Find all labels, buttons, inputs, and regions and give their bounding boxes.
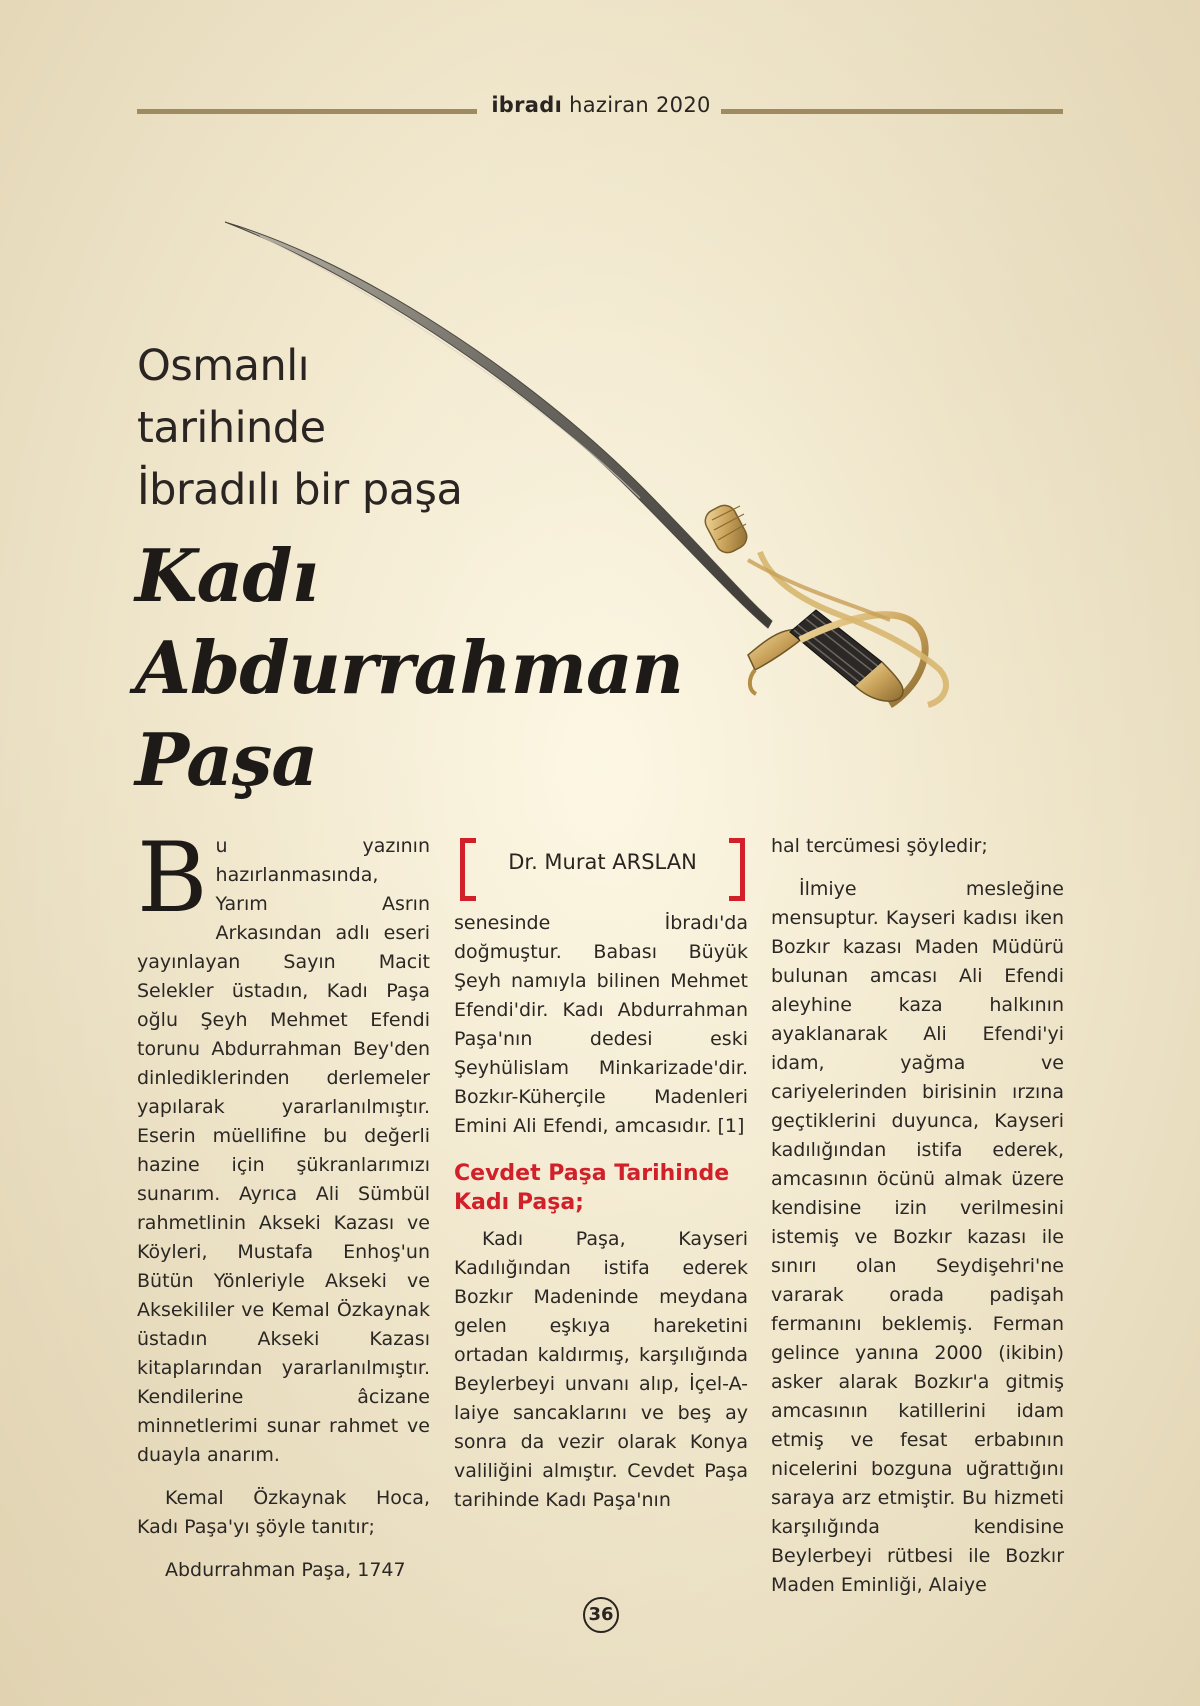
sword-knot <box>701 501 946 705</box>
issue-date: haziran 2020 <box>569 93 711 117</box>
author-byline <box>460 838 745 893</box>
paragraph-ilmiye: İlmiye mesleğine mensuptur. Kayseri kadısı iken Bozkır kazası Maden Müdürü bulunan amcası Ali Efendi aleyhine kaza halkının ayaklanarak Ali Efendi'yi idam, yağma ve cariyelerinden birisinin ırzına geçtiklerini duyunca, Kayseri kadılığından istifa ederek, amcasının öcünü almak üzere kendisine izin verilmesini istemiş ve Bozkır kazası ile sınırı olan Seydişehri'ne vararak orada padişah fermanını beklemiş. Ferman gelince yanına 2000 (ikibin) asker alarak Bozkır'a gitmiş amcasının katillerini idam etmiş ve fesat erbabının nicelerini bozguna uğrattığını saraya arz etmiştir. Bu hizmeti karşılığında kendisine Beylerbeyi rütbesi ile Bozkır Maden Eminliği, Alaiye <box>771 878 1064 1596</box>
bracket-right <box>729 838 745 901</box>
title-line: Abdurrahman <box>135 625 683 710</box>
intro-paragraph <box>137 822 430 1470</box>
title-line: Kadı <box>135 533 318 618</box>
header-label <box>489 93 713 117</box>
page-number: 36 <box>583 1597 619 1633</box>
article-subtitle <box>137 335 462 521</box>
section-heading: Cevdet Paşa Tarihinde Kadı Paşa; <box>454 1161 730 1215</box>
text-column-1 <box>137 822 430 1585</box>
title-line: Paşa <box>135 717 318 802</box>
text-column-2 <box>454 909 748 1515</box>
page-header <box>137 93 1063 123</box>
subtitle-line: tarihinde <box>137 403 326 453</box>
sword-hilt <box>701 501 946 705</box>
paragraph-abdurrahman: Abdurrahman Paşa, 1747 <box>165 1559 406 1581</box>
paragraph-cevdet: Kadı Paşa, Kayseri Kadılığından istifa ederek Bozkır Madeninde meydana gelen eşkıya hareketini ortadan kaldırmış, karşılığında Beylerbeyi unvanı alıp, İçel-A- laiye sancaklarını ve beş ay sonra da vezir olarak Konya valiliğini almıştır. Cevdet Paşa tarihinde Kadı Paşa'nın <box>454 1228 748 1511</box>
text-column-3 <box>771 832 1064 1600</box>
subtitle-line: Osmanlı <box>137 341 310 391</box>
intro-text: u yazının hazırlanmasında, Yarım Asrın Arkasından adlı eseri yayınlayan Sayın Macit Selekler üstadın, Kadı Paşa oğlu Şeyh Mehmet Efendi torunu Abdurrahman Bey'den dinlediklerinden derlemeler yapılarak yararlanılmıştır. Eserin müellifine bu değerli hazine için şükranlarımızı sunarım. Ayrıca Ali Sümbül rahmetlinin Akseki Kazası ve Köyleri, Mustafa Enhoş'un Bütün Yönleriyle Akseki ve Aksekililer ve Kemal Özkaynak üstadın Akseki Kazası kitaplarından yararlanılmıştır. Kendilerine âcizane minnetlerimi sunar rahmet ve duayla anarım. <box>137 835 430 1466</box>
drop-cap: B <box>137 822 208 934</box>
author-name: Dr. Murat ARSLAN <box>508 850 697 874</box>
header-rule-right <box>721 109 1063 114</box>
magazine-name: ibradı <box>491 93 563 117</box>
subtitle-line: İbradılı bir paşa <box>137 465 463 515</box>
paragraph-hal: hal tercümesi şöyledir; <box>771 835 988 857</box>
paragraph-kemal: Kemal Özkaynak Hoca, Kadı Paşa'yı şöyle tanıtır; <box>137 1487 430 1538</box>
article-title <box>135 530 683 806</box>
header-rule-left <box>137 109 477 114</box>
paragraph-birth: senesinde İbradı'da doğmuştur. Babası Büyük Şeyh namıyla bilinen Mehmet Efendi'dir. Kadı Abdurrahman Paşa'nın dedesi eski Şeyhülislam Minkarizade'dir. Bozkır-Küherçile Madenleri Emini Ali Efendi, amcasıdır. [1] <box>454 912 748 1137</box>
